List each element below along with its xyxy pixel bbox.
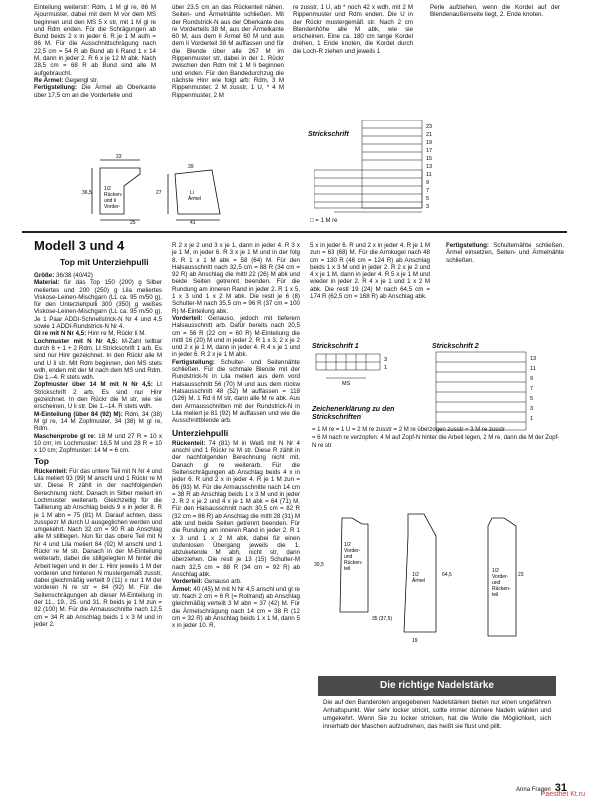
legend-title: Zeichenerklärung zu den Strickschriften — [312, 406, 395, 421]
svg-text:7: 7 — [426, 188, 430, 194]
svg-text:Rücken-: Rücken- — [344, 560, 363, 566]
legend-item: = 6 M nach re verzopfen: 4 M auf Zopf-N hinter die Arbeit legen, 2 M re, dann die M der Zopf-N re str — [312, 435, 560, 449]
text: Für das untere Teil mit N Nr 4 und Lila meliert 93 (99) M anschl und 1 Rückr re M str. Diese R zählt in der nachfolgenden Berechnung nicht. Danach in Silber meliert im Lochmuster weiterarb. Gleichzeitig für die Taillierung ab Anschlag beids 9 x in jeder 8. R je 1 M abn = 75 (81) M. Darauf achten, dass zusspezr M durch U ausgeglichen werden und umgekehrt. Nach 32 cm = 90 R ab Anschlag alle M stilllegen. Nun für das obere Teil mit N Nr 4 und Lila meliert 84 (92) M anschl und 1 Rückr re M str. Danach in der M-Einteilung weiterarb, dabei die stillgelegten M hinter die Arbeit legen und in der 1. Hinr jeweils 1 M der vorderen und hinteren N mustergemäß zusstr, dabei gleichmäßig verteilt 9 (11) x nur 1 M der vorderen N re str = 84 (92) M. Für die Seitenschrägungen ab dieser M-Einteilung in der 11., 19., 25. und 31. R beids je 1 M zun = 92 (100) M. Für die Armausschnitte nach 12,5 cm = 34 R ab Anschlag beids 1 x 3 M und in jeder 2. — [34, 467, 162, 628]
model-col-2 — [172, 242, 300, 629]
svg-text:Vorder-: Vorder- — [344, 548, 361, 554]
label: M-Einteilung (über 84 (92) M): — [34, 410, 123, 418]
top-chart-grid — [314, 120, 474, 232]
label: Rückenteil: — [172, 439, 206, 447]
chart-title: Strickschrift — [308, 131, 349, 138]
schema-label: Rücken- — [104, 192, 123, 198]
text: Lt Strickschrift 2 arb. Es sind nur Hinr gezeichnet. In den Rückr die M str, wie sie erscheinen, U li str. Die 1.–14. R stets wdh. — [34, 381, 162, 411]
svg-text:1/2: 1/2 — [344, 542, 351, 548]
label: Ärmel: — [172, 585, 192, 593]
label: Maschenprobe gl re: — [34, 432, 96, 440]
chart-legend: □ = 1 M re — [310, 218, 338, 224]
svg-text:23: 23 — [426, 124, 433, 130]
chart1-title: Strickschrift 1 — [312, 343, 359, 350]
svg-text:3: 3 — [384, 357, 388, 363]
svg-text:23: 23 — [116, 154, 122, 160]
text: 18 M und 27 R = 10 x 10 cm; im Lochmuster: 18,5 M und 28 R = 10 x 10 cm; Zopfmuster: 14 M = 6 cm. — [34, 432, 162, 455]
model-col-3 — [310, 242, 430, 300]
text: 74 (81) M in Weiß mit N Nr 4 anschl und 1 Rückr re M str. Diese R zählt in der nachfolgenden Berechnung nicht mit. Danach gl re weiterarb. Für die Seitenschrägungen ab Anschlag beids 4 x in jeder 6. R und 2 x in jeder 4. R je 1 M zun = 86 (93) M. Für die Armausschnitte nach 14 cm = 38 R ab Anschlag beids 1 x 3 M und in jeder 2. R 2 x je 2 und 4 x je 1 M abk = 64 (71) M. Für den Halsausschnitt nach 30,5 cm = 82 R (32 cm = 86 R) ab Anschlag die mittl 28 (31) M abk und beide Seiten getrennt beenden. Für die Rundung am inneren Rand in jeder 2. R 1 x 3 und 1 x 2 M abk, dabei für einen stufenlosen Übergang jeweils die 1. abzuketende M abh, nicht str, dann überziehen. Die restl je 13 (15) Schulter-M nach 32,5 cm = 88 R (34 cm = 92 R) ab Anschlag abk. — [172, 439, 300, 579]
legend — [312, 426, 562, 450]
sleeve-piece — [175, 170, 220, 214]
svg-text:und: und — [492, 580, 501, 586]
svg-text:teil: teil — [492, 592, 499, 598]
text: Rdm, 34 (38) M gl re, 14 M Zopfmuster, 34 (38) M gl re, Rdm. — [34, 410, 163, 433]
label: Lochmuster mit N Nr 4,5: — [34, 337, 118, 345]
svg-text:19: 19 — [426, 140, 433, 146]
text: für das Top 150 (200) g Silber meliertes und 200 (250) g Lila meliertes Viskose-Leinen-Mischgarn (LL ca. 95 m/50 g), für den Unterziehpulli 300 (350) g weißes Viskose-Leinen-Mischgarn (LL ca. 95 m/50 g). Je 1 Paar ADDI-Schnellstrick-N Nr 4 und 4,5 sowie 1 ADDI-Rundstrick-N Nr 4. — [34, 279, 162, 331]
legend-text: = 1 M re — [315, 218, 338, 224]
schema-label: 1/2 — [104, 186, 111, 192]
text: Hinr re M, Rückr li M. — [86, 330, 147, 338]
tip-text: Die auf den Banderolen angegebenen Nadelstärken bieten nur einen ungefähren Anhaltspunkt. Wer sehr locker strickt, sollte immer dünnere Nadeln wählen und umgekehrt. Wenn Sie zu locker stricken, hat die Wolle die Möglichkeit, sich innerhalb der Maschen aufzudrehen, das heißt sie flust und pillt. — [323, 699, 551, 730]
svg-text:1/2: 1/2 — [412, 572, 419, 578]
footer-brand: Anna Fragen — [516, 787, 551, 793]
svg-text:15: 15 — [426, 156, 433, 162]
schema-label: Ärmel — [188, 196, 202, 202]
text: Genauso, jedoch mit tieferem Halsausschnitt arb. Dafür bereits nach 20,5 cm = 56 R (22 cm = 60 R) M-Einteilung die mittl 16 (20) M und in jeder 2. R 1 x 3, 2 x je 2 und 2 x je 1 M, dann in jeder 4. R 4 x je 1 und in jeder 6. R 2 x je 1 M abk. — [172, 314, 300, 359]
chart2-title: Strickschrift 2 — [432, 343, 479, 350]
schema-label: Li — [190, 190, 194, 196]
continuation-text: über 23,5 cm an das Rückenteil nähen. Seiten- und Ärmelnähte schließen. Mit der Rundstrick-N aus der Oberkante des re Vorderteils 38 M, aus der Ärmelkante 60 M, aus dem li Ärmel 60 M und aus dem li Vorderteil 38 M auffassen und für die Blende über alle 267 M im Rippenmuster str, dabei in der 1. Rückr zwischen den Rdm mit 1 M li beginnen und enden. Für den Bandedurchzug die nächste Hinr wie folgt arb: Rdm, 3 M Rippenmuster, 2 M zusstr, 1 U, * 4 M Rippenmuster, 2 M — [172, 4, 284, 99]
svg-text:64,5: 64,5 — [442, 572, 452, 578]
svg-text:19: 19 — [412, 638, 418, 644]
model-col-1 — [34, 272, 162, 628]
svg-text:3: 3 — [530, 406, 534, 412]
section-divider — [22, 231, 567, 233]
svg-text:36,5: 36,5 — [82, 190, 92, 196]
section-label: Fertigstellung: — [34, 84, 77, 92]
section-text: Die Ärmel ab Oberkante über 17,5 cm an die Vorderteile und — [34, 84, 156, 99]
label: Rückenteil: — [34, 467, 68, 475]
svg-text:teil: teil — [344, 566, 351, 572]
svg-text:5: 5 — [426, 196, 430, 202]
svg-text:21: 21 — [426, 132, 433, 138]
label: Fertigstellung: — [172, 358, 215, 366]
model-subheading: Top mit Unterziehpulli — [60, 257, 149, 267]
top-schematic — [80, 150, 255, 225]
text: R 2 x je 2 und 3 x je 1, dann in jeder 4. R 3 x je 1 M, in jeder 6. R 3 x je 1 M und in der folg 8. R 1 x 1 M abk = 58 (64) M. Für den Halsausschnitt nach 32,5 cm = 88 R (34 cm = 92 R) ab Anschlag die mittl 22 (26) M abk und beide Seiten getrennt beenden. Für die Rundung am inneren Rand in jeder 2. R 1 x 5, 1 x 3 und 1 x 2 M abk. Die restl je 6 (8) Schulter-M nach 35,5 cm = 96 R (37 cm = 100 R) M-Einteilung abk. — [172, 242, 300, 315]
svg-text:Rücken-: Rücken- — [492, 586, 511, 592]
svg-text:1: 1 — [384, 365, 388, 371]
text: 5 x in jeder 6. R und 2 x in jeder 4. R je 1 M zun = 63 (68) M. Für die Armkugel nach 48 cm = 130 R (46 cm = 124 R) ab Anschlag beids 1 x 3 M und in jeder 2. R 2 x je 2 und 4 x je 1 M, dann in jeder 4. R 5 x je 1 M und wieder in jeder 2. R 4 x je 1 und 1 x 2 M abk. Die restl 19 (24) M nach 64,5 cm = 174 R (62,5 cm = 168 R) ab Anschlag abk. — [310, 242, 430, 301]
svg-text:11: 11 — [530, 366, 536, 372]
watermark: Paesthet Kt.ru — [540, 791, 585, 798]
svg-text:5: 5 — [530, 396, 534, 402]
svg-text:13: 13 — [530, 356, 537, 362]
section-text: Gegengl str. — [64, 76, 99, 84]
svg-text:9: 9 — [426, 180, 430, 186]
model-col-4 — [446, 242, 564, 264]
label: Material: — [34, 279, 60, 287]
top-col-4 — [430, 4, 560, 19]
svg-text:30,5: 30,5 — [314, 562, 324, 568]
svg-text:11: 11 — [426, 172, 432, 178]
label: Vorderteil: — [172, 314, 203, 322]
svg-text:9: 9 — [530, 376, 534, 382]
svg-text:17: 17 — [426, 148, 433, 154]
pulli-heading: Unterziehpulli — [172, 428, 229, 439]
top-col-1 — [34, 4, 156, 99]
svg-text:und: und — [344, 554, 353, 560]
label: Vorderteil: — [172, 578, 203, 586]
continuation-text: Perle aufziehen, wenn die Kordel auf der Blendenaußenseite liegt, 2. Ende knoten. — [430, 4, 560, 19]
top-heading: Top — [34, 456, 49, 467]
top-col-2 — [172, 4, 284, 99]
svg-text:25: 25 — [130, 220, 136, 225]
page-number: 31 — [554, 782, 567, 794]
svg-text:27: 27 — [156, 190, 162, 196]
label: Größe: — [34, 272, 55, 279]
svg-text:39: 39 — [188, 164, 194, 170]
pulli-schematic — [312, 496, 562, 661]
svg-text:MS: MS — [342, 381, 351, 387]
text: Schulternähte schließen. Ärmel einsetzen, Seiten- und Ärmelnähte schließen. — [446, 242, 564, 264]
svg-text:23: 23 — [518, 572, 524, 578]
continuation-text: Einteilung weiterstr: Rdm, 1 M gl re, 86 M Ajourmuster, dabei mit dem M vor dem MS beginnen und den MS 5 x str, mit 1 M gl re und Rdm enden. Für die Schrägungen ab Bund beids 2 x in jeder 6. R je 1 M aufn = 86 M. Für die Ausschnittschrägung nach 22,5 cm = 54 R ab Bund ab li Rand 1 x 14 M, dann in jeder 2. R 6 x je 12 M abk. Nach 28,5 cm = 68 R ab Bund sind alle M aufgebraucht. — [34, 4, 156, 77]
legend-item: = 1 M re = 1 U = 2 M re zusstr = 2 M re überzogen zusstr = 3 M re zusstr — [312, 427, 505, 433]
svg-text:1/2: 1/2 — [492, 568, 499, 574]
schema-label: und li — [104, 198, 116, 204]
label: Zopfmuster über 14 M mit N Nr 4,5: — [34, 381, 153, 389]
schema-label: Vorder- — [104, 204, 121, 210]
svg-text:Vorder-: Vorder- — [492, 574, 509, 580]
top-col-3 — [293, 4, 413, 55]
text: 36/38 (40/42) — [54, 272, 93, 279]
tip-heading: Die richtige Nadelstärke — [318, 676, 556, 696]
text: 40 (45) M mit N Nr 4,5 anschl und gl re str. Nach 2 cm = 6 R (= Rollrand) ab Anschlag gleichmäßig verteilt 3 M abn = 37 (42) M. Für die Ärmelschrägung nach 14 cm = 38 R (12 cm = 32 R) ab Anschlag beids 1 x 1 M, dann 5 x in jeder 10. R, — [172, 585, 300, 630]
svg-text:7: 7 — [530, 386, 534, 392]
label: Gl re mit N Nr 4,5: — [34, 330, 87, 338]
text: M-Zahl teilbar durch 6 + 1 + 2 Rdm. Lt Strickschrift 1 arb. Es sind nur Hinr gezeichnet. In den Rückr alle M und U li str. Mit Rdm beginnen, den MS stets wdh, enden mit der M nach dem MS und Rdm. Die 1.–4. R stets wdh. — [34, 337, 163, 382]
svg-text:3: 3 — [426, 204, 430, 210]
svg-text:13: 13 — [426, 164, 433, 170]
label: Fertigstellung: — [446, 242, 489, 249]
text: Genauso arb. — [202, 578, 242, 586]
continuation-text: re zusstr, 1 U, ab * noch 42 x wdh, mit 2 M Rippenmuster und Rdm enden. Die U in der Rückr mustergemäß str. Nach 2 cm Blendenhöhe alle M abk, wie sie erscheinen. Eine ca. 180 cm lange Kordel drehen, 1 Ende knoten, die Kordel durch die Loch-R ziehen und jeweils 1 — [293, 4, 413, 55]
text: Schulter- und Seitennähte schließen. Für die schmale Blende mit der Rundstrick-N in Lila meliert aus dem vord Halsausschnitt 56 (70) M und aus dem rückw Halsausschnitt 48 (52) M auffassen = 118 (126) M. 1 Rd li M str, dann alle M re abk. Aus den Armausschnitten mit der Rundstrick-N in Lila meliert je 81 (92) M auffassen und wie die Ausschnittblende arb. — [172, 358, 300, 425]
tip-box — [318, 676, 556, 776]
svg-text:41: 41 — [190, 220, 196, 225]
model-heading: Modell 3 und 4 — [34, 238, 125, 253]
chart1-grid — [312, 352, 412, 392]
svg-text:1: 1 — [530, 416, 534, 422]
section-label: Re Ärmel: — [34, 76, 64, 84]
svg-text:35 (37,5): 35 (37,5) — [372, 616, 393, 622]
svg-text:Ärmel: Ärmel — [412, 578, 426, 584]
